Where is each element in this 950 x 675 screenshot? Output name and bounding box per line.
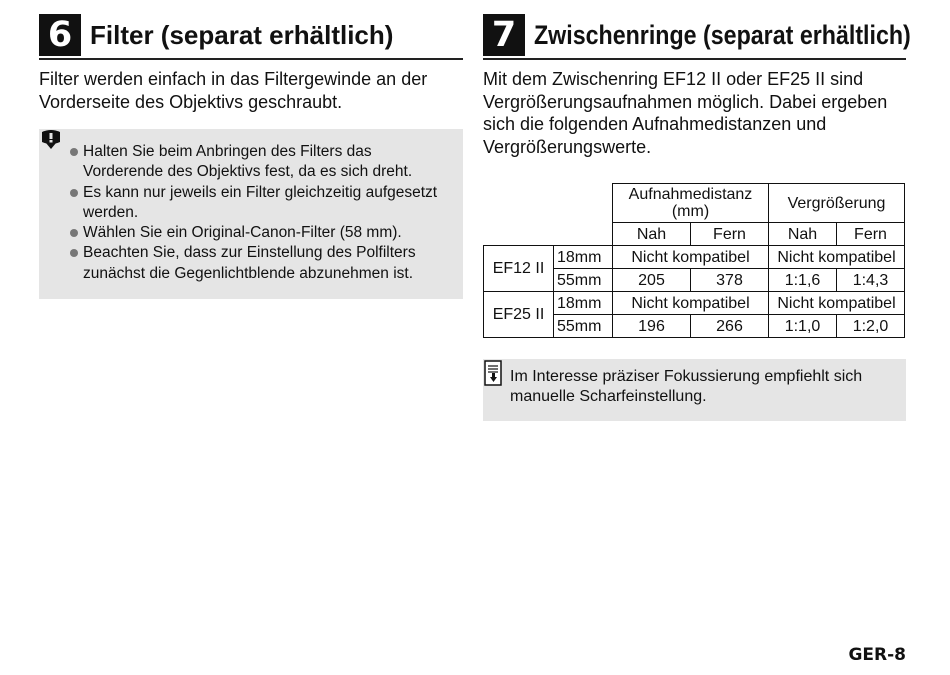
distance-near-cell: 205 — [613, 269, 691, 292]
focal-length-cell: 55mm — [554, 315, 613, 338]
note-text: Im Interesse präziser Fokussierung empfiehlt sich manuelle Scharfeinstellung. — [510, 368, 863, 405]
bullet-icon — [70, 229, 78, 237]
caution-item — [70, 183, 453, 224]
caution-item — [70, 223, 453, 243]
header-magnification: Vergrößerung — [769, 184, 905, 223]
table-subheader-row — [484, 223, 905, 246]
filter-section-header — [39, 12, 463, 60]
bullet-icon — [70, 189, 78, 197]
magnification-near-cell: 1:1,6 — [769, 269, 837, 292]
magnification-far-cell: 1:2,0 — [837, 315, 905, 338]
filter-section — [39, 12, 463, 299]
caution-item-text: Halten Sie beim Anbringen des Filters das Vorderende des Objektivs fest, da es sich dreht. — [83, 143, 413, 181]
section-title: Filter (separat erhältlich) — [90, 19, 394, 50]
filter-intro-text: Filter werden einfach in das Filtergewinde an der Vorderseite des Objektivs geschraubt. — [39, 69, 428, 112]
section-number-badge: 7 — [483, 14, 525, 56]
table-header-row — [484, 184, 905, 223]
subheader-far: Fern — [691, 223, 769, 246]
section-title: Zwischenringe (separat erhältlich) — [534, 19, 911, 50]
caution-item — [70, 142, 453, 183]
header-distance: Aufnahmedistanz (mm) — [613, 184, 769, 223]
rings-intro-text: Mit dem Zwischenring EF12 II oder EF25 II sind Vergrößerungsaufnahmen möglich. Dabei ergeben sich die folgenden Aufnahmedistanzen und Vergrößerungswerte. — [483, 69, 888, 157]
incompatible-cell: Nicht kompatibel — [613, 246, 769, 269]
focal-length-cell: 18mm — [554, 246, 613, 269]
note-box — [483, 359, 906, 421]
focal-length-cell: 18mm — [554, 292, 613, 315]
caution-item-text: Es kann nur jeweils ein Filter gleichzeitig aufgesetzt werden. — [83, 183, 438, 221]
distance-near-cell: 196 — [613, 315, 691, 338]
caution-icon — [40, 130, 62, 150]
focal-length-cell: 55mm — [554, 269, 613, 292]
incompatible-cell: Nicht kompatibel — [769, 246, 905, 269]
distance-far-cell: 378 — [691, 269, 769, 292]
caution-item-text: Beachten Sie, dass zur Einstellung des Polfilters zunächst die Gegenlichtblende abzunehmen ist. — [83, 244, 416, 282]
ring-name-cell: EF25 II — [484, 292, 554, 338]
table-row — [484, 292, 905, 315]
extension-ring-table — [483, 183, 905, 338]
rings-section-header — [483, 12, 911, 60]
rings-section — [483, 12, 911, 421]
bullet-icon — [70, 249, 78, 257]
section-number-badge: 6 — [39, 14, 81, 56]
magnification-far-cell: 1:4,3 — [837, 269, 905, 292]
subheader-near: Nah — [613, 223, 691, 246]
distance-far-cell: 266 — [691, 315, 769, 338]
memo-icon — [484, 360, 502, 386]
incompatible-cell: Nicht kompatibel — [613, 292, 769, 315]
page-number: GER-8 — [848, 645, 906, 665]
caution-list — [39, 129, 463, 284]
incompatible-cell: Nicht kompatibel — [769, 292, 905, 315]
table-row — [484, 246, 905, 269]
subheader-near: Nah — [769, 223, 837, 246]
caution-item-text: Wählen Sie ein Original-Canon-Filter (58 mm). — [83, 224, 402, 242]
caution-item — [70, 243, 453, 284]
caution-box — [39, 129, 463, 299]
subheader-far: Fern — [837, 223, 905, 246]
bullet-icon — [70, 148, 78, 156]
ring-name-cell: EF12 II — [484, 246, 554, 292]
magnification-near-cell: 1:1,0 — [769, 315, 837, 338]
